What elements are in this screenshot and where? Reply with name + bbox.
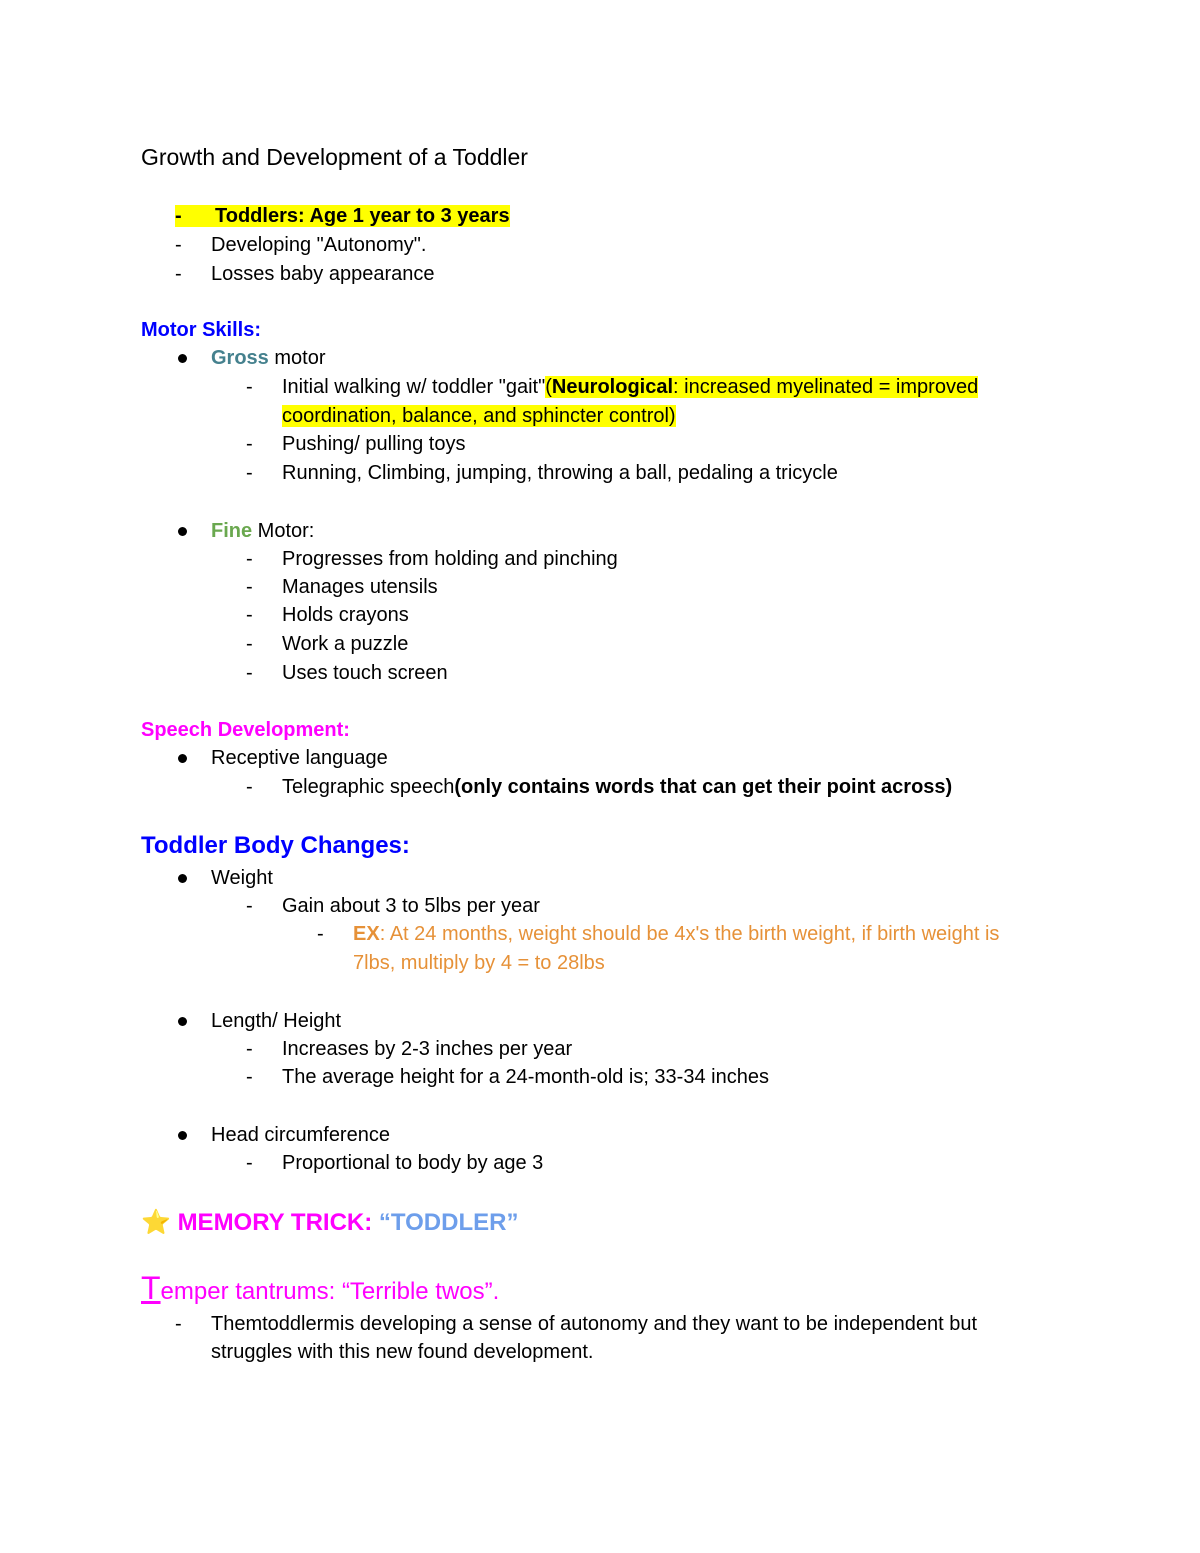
tantrum-heading: Temper tantrums: “Terrible twos”. bbox=[141, 1270, 500, 1306]
length-sub-item: Increases by 2-3 inches per year bbox=[282, 1038, 573, 1060]
bullet-icon bbox=[178, 354, 187, 363]
tantrum-text-cont: struggles with this new found development. bbox=[211, 1341, 594, 1363]
body-changes-heading: Toddler Body Changes: bbox=[141, 832, 410, 859]
dash-marker: - bbox=[175, 1313, 182, 1335]
dash-marker: - bbox=[246, 895, 253, 917]
fine-item: Manages utensils bbox=[282, 576, 438, 598]
dash-marker: - bbox=[246, 1066, 253, 1088]
gross-item-running: Running, Climbing, jumping, throwing a ball, pedaling a tricycle bbox=[282, 462, 838, 484]
bullet-icon bbox=[178, 527, 187, 536]
fine-item: Uses touch screen bbox=[282, 662, 448, 684]
gross-item-pushing: Pushing/ pulling toys bbox=[282, 433, 466, 455]
length-item: Length/ Height bbox=[211, 1010, 342, 1032]
dash-marker: - bbox=[246, 433, 253, 455]
page-title: Growth and Development of a Toddler bbox=[141, 144, 528, 170]
gross-item-walking-cont: coordination, balance, and sphincter control) bbox=[282, 405, 676, 427]
weight-item: Weight bbox=[211, 867, 273, 889]
gross-motor-item: Gross motor bbox=[211, 347, 326, 369]
dash-marker: - bbox=[246, 1038, 253, 1060]
weight-gain-item: Gain about 3 to 5lbs per year bbox=[282, 895, 540, 917]
dash-marker: - bbox=[317, 923, 324, 945]
dash-marker: - bbox=[246, 462, 253, 484]
dash-marker: - bbox=[246, 662, 253, 684]
fine-motor-item: Fine Motor: bbox=[211, 520, 315, 542]
bullet-icon bbox=[178, 1017, 187, 1026]
dash-marker: - bbox=[246, 633, 253, 655]
dash-marker: - bbox=[246, 776, 253, 798]
star-icon: ⭐ bbox=[141, 1209, 171, 1236]
intro-item-age: - Toddlers: Age 1 year to 3 years bbox=[175, 205, 510, 227]
dash-marker: - bbox=[246, 604, 253, 626]
bullet-icon bbox=[178, 754, 187, 763]
intro-item-appearance: Losses baby appearance bbox=[211, 263, 435, 285]
intro-item-autonomy: Developing "Autonomy". bbox=[211, 234, 427, 256]
head-item: Head circumference bbox=[211, 1124, 390, 1146]
fine-item: Holds crayons bbox=[282, 604, 409, 626]
bullet-icon bbox=[178, 1131, 187, 1140]
weight-example-cont: 7lbs, multiply by 4 = to 28lbs bbox=[353, 952, 605, 974]
head-sub-item: Proportional to body by age 3 bbox=[282, 1152, 544, 1174]
dash-marker: - bbox=[175, 263, 182, 285]
speech-item-receptive: Receptive language bbox=[211, 747, 388, 769]
dash-marker: - bbox=[246, 548, 253, 570]
dash-marker: - bbox=[246, 1152, 253, 1174]
weight-example: EX: At 24 months, weight should be 4x's the birth weight, if birth weight is bbox=[353, 923, 1000, 945]
memory-trick-heading: ⭐ MEMORY TRICK: “TODDLER” bbox=[141, 1209, 519, 1236]
tantrum-text: Themtoddlermis developing a sense of autonomy and they want to be independent but bbox=[211, 1313, 978, 1335]
speech-heading: Speech Development: bbox=[141, 719, 350, 741]
bullet-icon bbox=[178, 874, 187, 883]
dash-marker: - bbox=[246, 576, 253, 598]
fine-item: Work a puzzle bbox=[282, 633, 409, 655]
gross-item-walking: Initial walking w/ toddler "gait"(Neurological: increased myelinated = improved bbox=[282, 376, 979, 398]
fine-item: Progresses from holding and pinching bbox=[282, 548, 618, 570]
dash-marker: - bbox=[175, 234, 182, 256]
dash-marker: - bbox=[246, 376, 253, 398]
speech-item-telegraphic: Telegraphic speech(only contains words that can get their point across) bbox=[282, 776, 953, 798]
motor-skills-heading: Motor Skills: bbox=[141, 319, 262, 341]
length-sub-item: The average height for a 24-month-old is; 33-34 inches bbox=[282, 1066, 769, 1088]
